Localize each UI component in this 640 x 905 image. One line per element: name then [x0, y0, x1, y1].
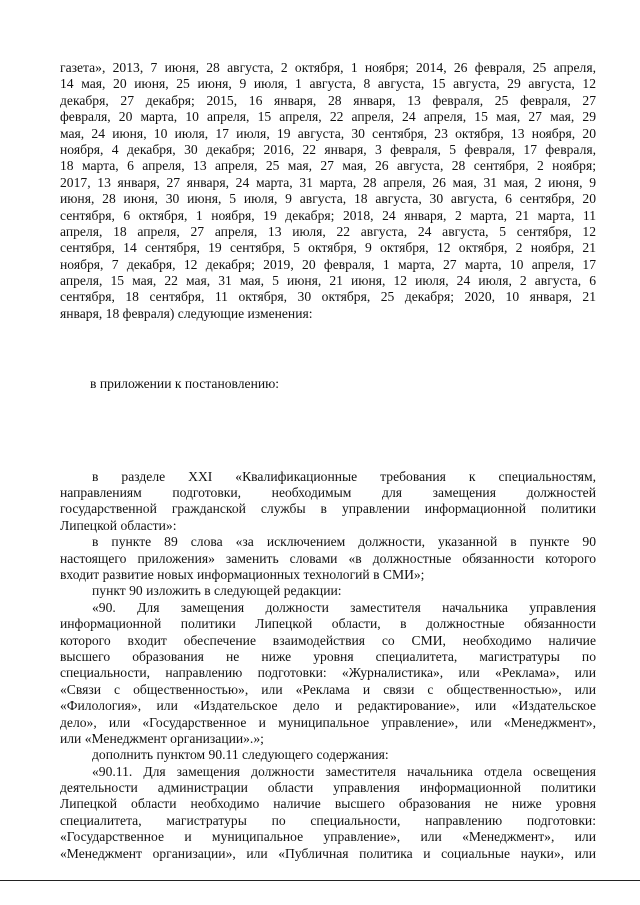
text-line: в пункте 89 слова «за исключением должности, указанной в пункте 90	[92, 534, 596, 550]
item-90-intro: пункт 90 изложить в следующей редакции:	[92, 583, 342, 599]
text-line: «90. Для замещения должности заместителя начальника управления	[92, 599, 596, 615]
item-89-paragraph	[60, 534, 596, 583]
text-line: или «Менеджмент организации».»;	[60, 730, 264, 746]
text-line: деятельности администрации области управления информационной политики	[60, 780, 596, 796]
text-line: сентября, 18 сентября, 11 октября, 30 октября, 25 декабря; 2020, 10 января, 21	[60, 289, 596, 305]
text-line: ноября, 4 декабря, 30 декабря; 2016, 22 января, 3 февраля, 5 февраля, 17 февраля,	[60, 141, 596, 157]
text-line: ноября, 7 декабря, 12 декабря; 2019, 20 февраля, 1 марта, 27 марта, 10 апреля, 17	[60, 256, 596, 272]
text-line: направлениям подготовки, необходимым для замещения должностей	[60, 485, 596, 501]
item-90-11-intro: дополнить пунктом 90.11 следующего содержания:	[92, 747, 389, 763]
text-line: специалитета, магистратуры по специальности, направлению подготовки:	[60, 812, 596, 828]
text-line: настоящего приложения» заменить словами «в должностные обязанности которого	[60, 550, 596, 566]
text-line: февраля, 20 марта, 10 апреля, 15 апреля, 22 апреля, 24 апреля, 15 мая, 27 мая, 29	[60, 109, 596, 125]
section-paragraph	[60, 469, 596, 535]
text-line: Липецкой области необходимо наличие высшего образования не ниже уровня	[60, 796, 596, 812]
text-line: государственной гражданской службы в управлении информационной политики	[60, 501, 596, 517]
text-line: «90.11. Для замещения должности заместителя начальника отдела освещения	[92, 763, 596, 779]
text-line: «Филология», или «Издательское дело и редактирование», или «Издательское	[60, 698, 596, 714]
document-page	[60, 60, 596, 862]
text-line: апреля, 18 апреля, 27 апреля, 13 июля, 22 августа, 24 августа, 5 сентября, 12	[60, 223, 596, 239]
text-line: входит развитие новых информационных технологий в СМИ»;	[60, 566, 425, 582]
appendix-heading: в приложении к постановлению:	[90, 376, 280, 392]
text-line: сентября, 6 октября, 1 ноября, 19 декабря; 2018, 24 января, 2 марта, 21 марта, 11	[60, 207, 596, 223]
text-line: июня, 28 июня, 30 июня, 5 июля, 9 августа, 18 августа, 30 августа, 6 сентября, 20	[60, 191, 596, 207]
text-line: которого входит обеспечение взаимодействия со СМИ, необходимо наличие	[60, 632, 596, 648]
amendments-paragraph	[60, 60, 596, 322]
text-line: «Связи с общественностью», или «Реклама и связи с общественностью», или	[60, 681, 596, 697]
text-line: сентября, 14 сентября, 19 сентября, 5 октября, 9 октября, 12 октября, 2 ноября, 21	[60, 240, 596, 256]
text-line: информационной политики Липецкой области, в должностные обязанности	[60, 616, 596, 632]
text-line: декабря, 27 декабря; 2015, 16 января, 28 января, 13 февраля, 25 февраля, 27	[60, 92, 596, 108]
text-line: января, 18 февраля) следующие изменения:	[60, 305, 313, 321]
text-line: дело», или «Государственное и муниципальное управление», или «Менеджмент»,	[60, 714, 596, 730]
text-line: 18 марта, 6 апреля, 13 апреля, 25 мая, 27 мая, 26 августа, 28 сентября, 2 ноября;	[60, 158, 596, 174]
text-line: 14 мая, 20 июня, 25 июня, 9 июля, 1 августа, 8 августа, 15 августа, 29 августа, 12	[60, 76, 596, 92]
text-line: апреля, 15 мая, 22 мая, 31 мая, 5 июня, 21 июня, 12 июля, 24 июля, 2 августа, 6	[60, 273, 596, 289]
footer-rule	[0, 880, 640, 881]
text-line: «Менеджмент организации», или «Публичная политика и социальные науки», или	[60, 845, 596, 861]
text-line: высшего образования не ниже уровня специалитета, магистратуры по	[60, 648, 596, 664]
item-90-11-paragraph	[60, 764, 596, 862]
text-line: газета», 2013, 7 июня, 28 августа, 2 октября, 1 ноября; 2014, 26 февраля, 25 апреля,	[60, 60, 596, 75]
item-90-paragraph	[60, 600, 596, 748]
text-line: специальности, направлению подготовки: «Журналистика», или «Реклама», или	[60, 665, 596, 681]
text-line: в разделе XXI «Квалификационные требования к специальностям,	[92, 468, 596, 484]
text-line: мая, 24 июня, 10 июля, 17 июля, 19 августа, 30 сентября, 23 октября, 13 ноября, 20	[60, 125, 596, 141]
text-line: «Государственное и муниципальное управление», или «Менеджмент», или	[60, 829, 596, 845]
text-line: Липецкой области»:	[60, 517, 177, 533]
text-line: 2017, 13 января, 27 января, 24 марта, 31 марта, 28 апреля, 26 мая, 31 мая, 2 июня, 9	[60, 174, 596, 190]
